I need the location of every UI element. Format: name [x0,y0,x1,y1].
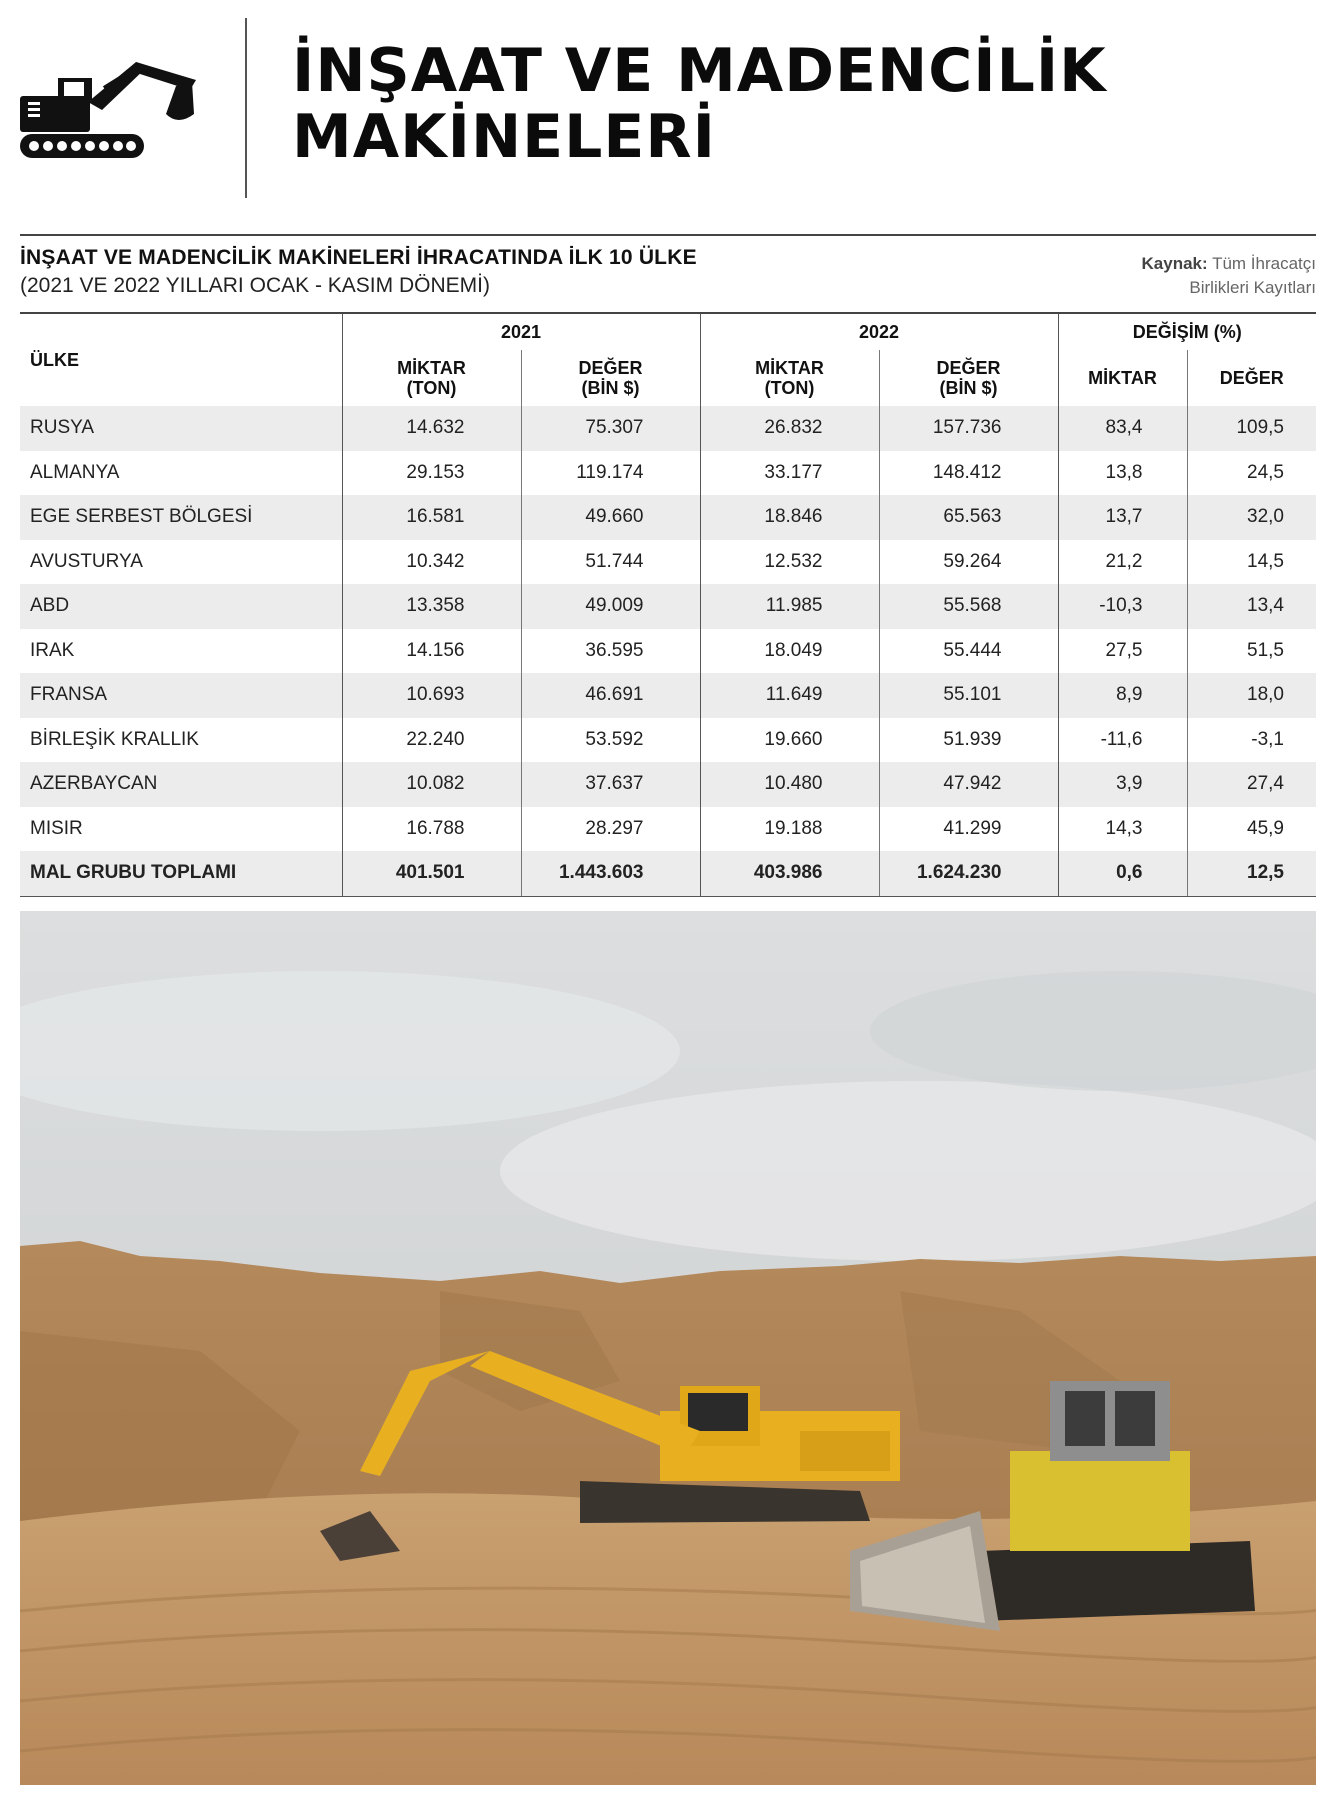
cell-value: -11,6 [1058,718,1187,763]
cell-value: 49.660 [521,495,700,540]
quarry-photo-illustration [20,911,1316,1785]
cell-value: 46.691 [521,673,700,718]
page-title [292,38,1192,170]
cell-value: 18,0 [1187,673,1316,718]
table-row [20,406,1316,451]
table-row [20,584,1316,629]
cell-value: 13.358 [342,584,521,629]
cell-value: 27,4 [1187,762,1316,807]
cell-country: AVUSTURYA [30,550,143,572]
cell-value: 10.342 [342,540,521,585]
cell-value: 14,5 [1187,540,1316,585]
cell-value: 8,9 [1058,673,1187,718]
group-header-2021: 2021 [342,313,700,350]
table-row [20,451,1316,496]
table-row [20,762,1316,807]
cell-value: 18.049 [700,629,879,674]
cell-country: RUSYA [20,406,342,451]
cell-total-value: 403.986 [700,851,879,896]
cell-country: ABD [20,584,342,629]
cell-value: 53.592 [521,718,700,763]
cell-value: 119.174 [521,451,700,496]
cell-value: 41.299 [879,807,1058,852]
source-text-line1: Tüm İhracatçı [1212,254,1316,273]
table-title: İNŞAAT VE MADENCİLİK MAKİNELERİ İHRACATINDA İLK 10 ÜLKE [20,246,697,269]
cell-value: 19.660 [700,718,879,763]
table-caption [20,246,1316,306]
cell-value: 55.568 [879,584,1058,629]
cell-value: 13,4 [1187,584,1316,629]
column-header-country: ÜLKE [20,313,342,406]
cell-value: 59.264 [879,540,1058,585]
cell-value: 18.846 [700,495,879,540]
section-divider [20,234,1316,236]
column-header-deger-2021: DEĞER (BİN $) [521,350,700,406]
cell-value: 55.101 [879,673,1058,718]
cell-value: 28.297 [521,807,700,852]
cell-value: 14,3 [1058,807,1187,852]
cell-value: -10,3 [1058,584,1187,629]
cell-value: -3,1 [1187,718,1316,763]
cell-value: 26.832 [700,406,879,451]
cell-value: 83,4 [1058,406,1187,451]
cell-value: 32,0 [1187,495,1316,540]
cell-value: 16.788 [342,807,521,852]
cell-value: 10.082 [342,762,521,807]
cell-country: FRANSA [20,673,342,718]
column-header-deger-2022: DEĞER (BİN $) [879,350,1058,406]
cell-value: 55.444 [879,629,1058,674]
cell-value: 10.480 [700,762,879,807]
cell-value: 75.307 [521,406,700,451]
cell-value: 47.942 [879,762,1058,807]
cell-total-value: 0,6 [1058,851,1187,896]
table-source [1142,252,1316,300]
column-header-miktar-2021: MİKTAR (TON) [342,350,521,406]
cell-value: 148.412 [879,451,1058,496]
cell-total-label: MAL GRUBU TOPLAMI [20,851,342,896]
cell-total-value: 12,5 [1187,851,1316,896]
cell-value: 11.649 [700,673,879,718]
cell-value: 21,2 [1058,540,1187,585]
cell-total-value: 401.501 [342,851,521,896]
table-row [20,673,1316,718]
cell-value: 29.153 [342,451,521,496]
cell-value: 37.637 [521,762,700,807]
cell-value: 33.177 [700,451,879,496]
column-header-change-deger: DEĞER [1187,350,1316,406]
cell-value: 51.744 [521,540,700,585]
cell-value: 24,5 [1187,451,1316,496]
cell-country: BİRLEŞİK KRALLIK [30,728,199,750]
cell-value: 14.156 [342,629,521,674]
cell-country: ALMANYA [30,461,120,483]
source-text-line2: Birlikleri Kayıtları [1189,278,1316,297]
cell-value: 11.985 [700,584,879,629]
cell-country: AZERBAYCAN [20,762,342,807]
table-row [20,495,1316,540]
cell-value: 19.188 [700,807,879,852]
group-header-2022: 2022 [700,313,1058,350]
cell-country: MISIR [30,817,83,839]
cell-country: EGE SERBEST BÖLGESİ [20,495,342,540]
cell-value: 36.595 [521,629,700,674]
header-divider [245,18,247,198]
cell-value: 14.632 [342,406,521,451]
cell-value: 51,5 [1187,629,1316,674]
cell-value: 65.563 [879,495,1058,540]
cell-country: IRAK [30,639,75,661]
column-header-change-miktar: MİKTAR [1058,350,1187,406]
cell-value: 22.240 [342,718,521,763]
cell-value: 13,8 [1058,451,1187,496]
cell-value: 49.009 [521,584,700,629]
table-row [20,540,1316,585]
export-table [20,312,1316,897]
cell-value: 13,7 [1058,495,1187,540]
page-title-line2: MAKİNELERİ [292,102,716,172]
cell-value: 157.736 [879,406,1058,451]
page-header [0,0,1336,220]
cell-value: 12.532 [700,540,879,585]
cell-value: 45,9 [1187,807,1316,852]
cell-value: 3,9 [1058,762,1187,807]
cell-value: 51.939 [879,718,1058,763]
cell-total-value: 1.624.230 [879,851,1058,896]
column-header-miktar-2022: MİKTAR (TON) [700,350,879,406]
group-header-change: DEĞİŞİM (%) [1058,313,1316,350]
table-row [20,629,1316,674]
cell-value: 16.581 [342,495,521,540]
table-subtitle: (2021 VE 2022 YILLARI OCAK - KASIM DÖNEMİ) [20,274,490,297]
cell-total-value: 1.443.603 [521,851,700,896]
cell-value: 10.693 [342,673,521,718]
page-title-line1: İNŞAAT VE MADENCİLİK [292,36,1107,106]
table-total-row [20,851,1316,896]
source-label: Kaynak: [1141,254,1208,273]
cell-value: 109,5 [1187,406,1316,451]
table-row [20,807,1316,852]
table-row [20,718,1316,763]
excavator-icon [18,52,208,162]
cell-value: 27,5 [1058,629,1187,674]
quarry-photo [20,911,1316,1785]
